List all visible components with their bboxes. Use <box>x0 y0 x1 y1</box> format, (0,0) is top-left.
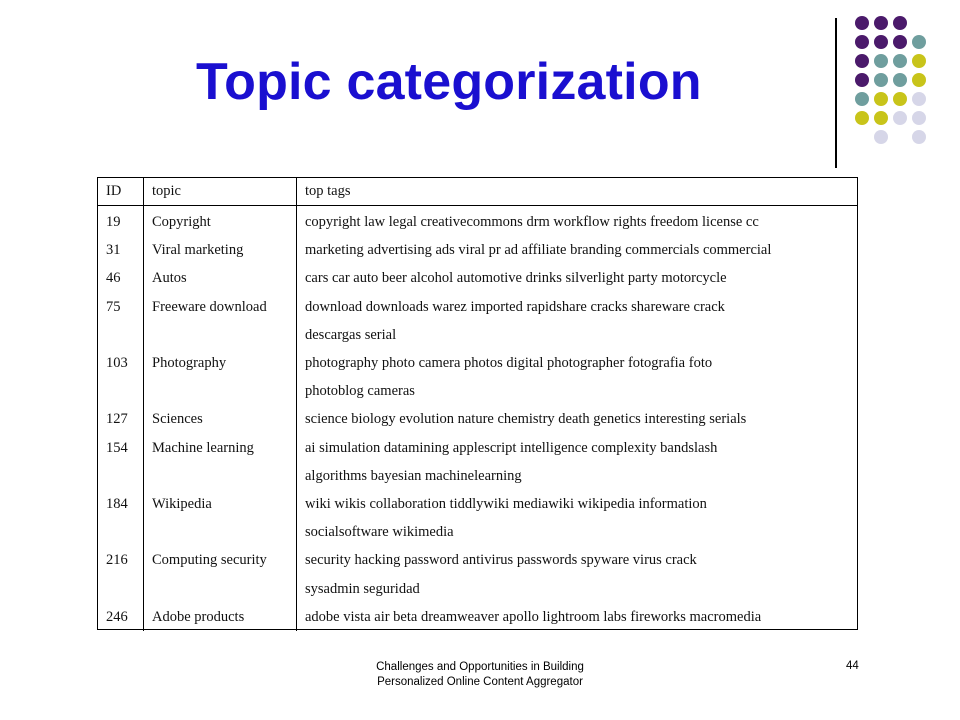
cell-topic: Copyright <box>144 206 297 237</box>
table-row <box>98 462 857 490</box>
cell-id: 127 <box>98 405 144 433</box>
topics-table <box>98 178 857 631</box>
cell-id: 46 <box>98 264 144 292</box>
footer-line-1: Challenges and Opportunities in Building <box>376 661 584 673</box>
cell-id: 184 <box>98 490 144 518</box>
cell-id: 246 <box>98 603 144 631</box>
cell-topic: Adobe products <box>144 603 297 631</box>
cell-topic <box>144 321 297 349</box>
table-row <box>98 293 857 321</box>
header-id: ID <box>98 178 144 206</box>
cell-topic: Photography <box>144 349 297 377</box>
decorative-dot <box>855 16 869 30</box>
decorative-dot <box>912 130 926 144</box>
decorative-dot <box>893 92 907 106</box>
cell-id <box>98 377 144 405</box>
cell-topic: Viral marketing <box>144 236 297 264</box>
cell-id: 103 <box>98 349 144 377</box>
cell-id <box>98 575 144 603</box>
cell-top-tags: adobe vista air beta dreamweaver apollo lightroom labs fireworks macromedia <box>305 608 762 625</box>
table-row <box>98 405 857 433</box>
decorative-dot <box>874 35 888 49</box>
cell-top-tags: algorithms bayesian machinelearning <box>305 467 522 484</box>
footer-line-2: Personalized Online Content Aggregator <box>377 676 583 688</box>
decorative-dot <box>912 35 926 49</box>
cell-topic: Machine learning <box>144 434 297 462</box>
decorative-dot <box>893 16 907 30</box>
decorative-dot <box>893 111 907 125</box>
decorative-dot <box>874 73 888 87</box>
cell-top-tags: download downloads warez imported rapidshare cracks shareware crack <box>305 298 725 315</box>
table-row <box>98 264 857 292</box>
cell-top-tags: copyright law legal creativecommons drm workflow rights freedom license cc <box>305 214 759 230</box>
table-body <box>98 206 857 632</box>
cell-top-tags: cars car auto beer alcohol automotive drinks silverlight party motorcycle <box>305 270 727 287</box>
decorative-dot <box>855 92 869 106</box>
cell-top-tags: marketing advertising ads viral pr ad affiliate branding commercials commercial <box>305 242 772 259</box>
cell-topic <box>144 575 297 603</box>
cell-id: 31 <box>98 236 144 264</box>
table-row <box>98 518 857 546</box>
table-row <box>98 236 857 264</box>
table-row <box>98 546 857 574</box>
cell-top-tags: ai simulation datamining applescript intelligence complexity bandslash <box>305 439 718 456</box>
cell-topic <box>144 462 297 490</box>
cell-id: 216 <box>98 546 144 574</box>
table-header-row <box>98 178 857 206</box>
table-row <box>98 490 857 518</box>
table-row <box>98 349 857 377</box>
cell-top-tags: science biology evolution nature chemistry death genetics interesting serials <box>305 411 747 428</box>
topics-table-container <box>97 177 858 630</box>
slide-title: Topic categorization <box>196 53 702 111</box>
cell-top-tags: wiki wikis collaboration tiddlywiki mediawiki wikipedia information <box>305 496 707 513</box>
decorative-dot <box>874 54 888 68</box>
cell-id: 75 <box>98 293 144 321</box>
cell-id <box>98 462 144 490</box>
cell-id: 19 <box>98 206 144 237</box>
cell-top-tags: security hacking password antivirus passwords spyware virus crack <box>305 552 697 569</box>
decorative-dot <box>912 54 926 68</box>
table-row <box>98 206 857 237</box>
decorative-dot <box>912 111 926 125</box>
table-row <box>98 434 857 462</box>
cell-id: 154 <box>98 434 144 462</box>
cell-topic: Computing security <box>144 546 297 574</box>
cell-topic: Freeware download <box>144 293 297 321</box>
decorative-dot <box>893 35 907 49</box>
cell-topic: Autos <box>144 264 297 292</box>
decorative-dot <box>874 92 888 106</box>
header-topic: topic <box>144 178 297 206</box>
decorative-dot <box>912 73 926 87</box>
decorative-dot <box>855 35 869 49</box>
table-row <box>98 377 857 405</box>
decorative-dot <box>874 111 888 125</box>
decorative-dot <box>855 111 869 125</box>
cell-topic: Sciences <box>144 405 297 433</box>
decorative-dot <box>855 73 869 87</box>
decorative-dot <box>874 130 888 144</box>
cell-top-tags: socialsoftware wikimedia <box>305 524 454 541</box>
decorative-dot <box>893 73 907 87</box>
cell-top-tags: descargas serial <box>305 326 397 343</box>
slide-footer <box>300 660 660 690</box>
page-number: 44 <box>846 660 859 672</box>
cell-top-tags: photoblog cameras <box>305 383 415 400</box>
cell-topic <box>144 518 297 546</box>
table-row <box>98 321 857 349</box>
header-top-tags: top tags <box>297 178 858 206</box>
cell-id <box>98 321 144 349</box>
cell-top-tags: photography photo camera photos digital photographer fotografia foto <box>305 355 713 372</box>
decorative-dot <box>874 16 888 30</box>
table-row <box>98 575 857 603</box>
decorative-dot <box>855 54 869 68</box>
table-row <box>98 603 857 631</box>
decorative-dot <box>893 54 907 68</box>
decorative-dot <box>912 92 926 106</box>
decorative-divider <box>835 18 837 168</box>
cell-topic: Wikipedia <box>144 490 297 518</box>
cell-top-tags: sysadmin seguridad <box>305 580 420 597</box>
cell-id <box>98 518 144 546</box>
cell-topic <box>144 377 297 405</box>
